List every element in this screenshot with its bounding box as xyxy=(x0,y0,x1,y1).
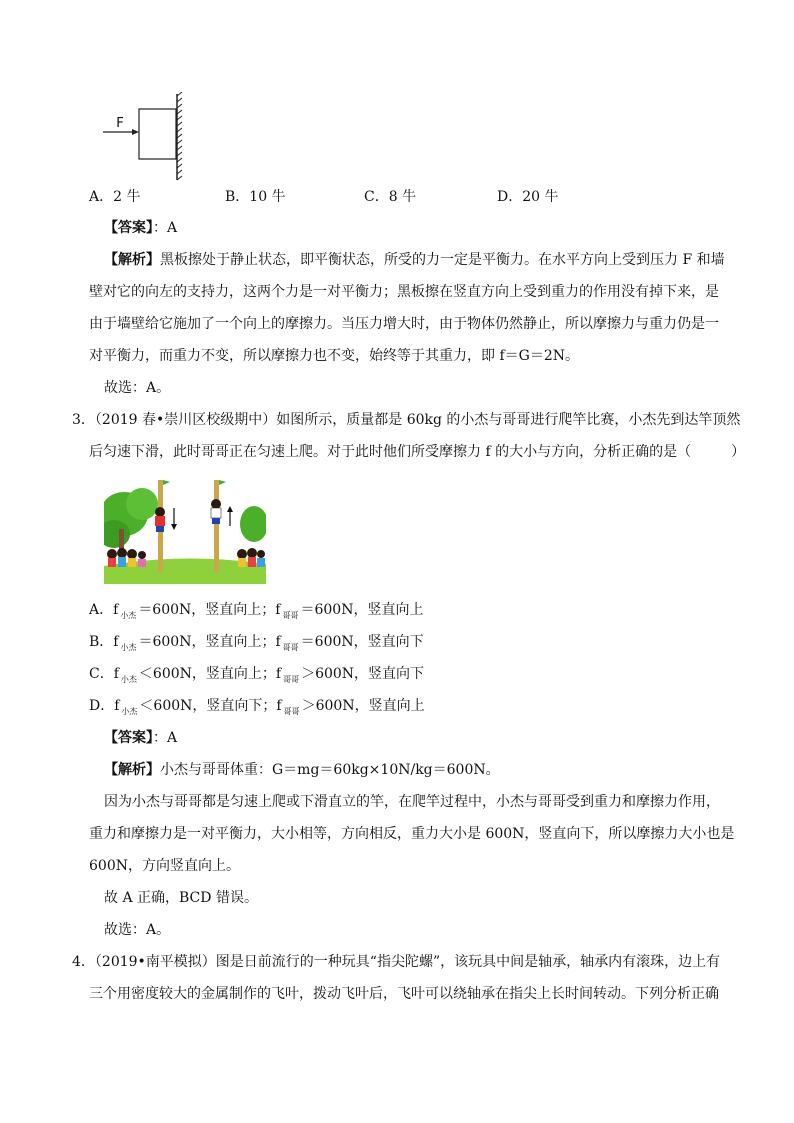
q2-option-c: C．8 牛 xyxy=(364,189,417,205)
q2-analysis-line: 壁对它的向左的支持力，这两个力是一对平衡力；黑板擦在竖直方向上受到重力的作用没有掉下来，是 xyxy=(89,284,719,300)
q3-stem-line: 后匀速下滑，此时哥哥正在匀速上爬。对于此时他们所受摩擦力 f 的大小与方向，分析正确的是（ ） xyxy=(89,444,746,460)
q3-answer: 【答案】：A xyxy=(104,730,178,746)
q3-option-d: D．f $_{小杰}$ ＜600N，竖直向下；f $_{哥哥}$ ＞600N，竖直向上 xyxy=(89,698,425,716)
q2-analysis-line: 【解析】黑板擦处于静止状态，即平衡状态，所受的力一定是平衡力。在水平方向上受到压力 F 和墙 xyxy=(104,252,725,268)
q3-analysis-line: 故 A 正确，BCD 错误。 xyxy=(104,890,258,906)
q3-stem-line: 3．（2019 春•崇川区校级期中）如图所示，质量都是 60kg 的小杰与哥哥进行爬竿比赛，小杰先到达竿顶然 xyxy=(72,412,741,428)
q2-analysis-line: 由于墙壁给它施加了一个向上的摩擦力。当压力增大时，由于物体仍然静止，所以摩擦力与重力仍是一 xyxy=(89,316,719,332)
q2-option-b: B．10 牛 xyxy=(225,189,286,205)
q3-choose: 故选：A。 xyxy=(104,922,171,938)
q3-analysis-line: 600N，方向竖直向上。 xyxy=(89,858,240,874)
q2-answer xyxy=(104,218,177,238)
pole-climbing-figure xyxy=(104,474,266,584)
answer-value: ：A xyxy=(153,220,178,236)
analysis-label: 【解析】 xyxy=(104,252,160,268)
q4-stem-line: 三个用密度较大的金属制作的飞叶，拨动飞叶后，飞叶可以绕轴承在指尖上长时间转动。下列分析正确 xyxy=(89,986,719,1002)
q3-analysis-line: 重力和摩擦力是一对平衡力，大小相等，方向相反，重力大小是 600N，竖直向下，所以摩擦力大小也是 xyxy=(89,826,735,842)
force-label: F xyxy=(116,116,124,131)
q3-analysis-line: 【解析】小杰与哥哥体重：G＝mg＝60kg×10N/kg＝600N。 xyxy=(104,762,500,778)
q3-analysis-line: 因为小杰与哥哥都是匀速上爬或下滑直立的竿，在爬竿过程中，小杰与哥哥受到重力和摩擦力作用， xyxy=(104,794,720,810)
q4-stem-line: 4．（2019•南平模拟）图是日前流行的一种玩具“指尖陀螺”，该玩具中间是轴承，轴承内有滚珠，边上有 xyxy=(72,954,721,970)
answer-label: 【答案】 xyxy=(104,220,153,236)
q3-option-c: C．f $_{小杰}$ ＜600N，竖直向上；f $_{哥哥}$ ＞600N，竖直向下 xyxy=(89,666,425,684)
q2-analysis-line: 对平衡力，而重力不变，所以摩擦力也不变，始终等于其重力，即 f＝G＝2N。 xyxy=(89,348,579,364)
q2-option-a: A．2 牛 xyxy=(89,189,141,205)
q2-choose: 故选：A。 xyxy=(104,380,171,396)
q3-option-b: B．f $_{小杰}$ ＝600N，竖直向上；f $_{哥哥}$ ＝600N，竖直向下 xyxy=(89,634,424,652)
block-wall-figure xyxy=(100,92,190,184)
q3-option-a: A．f $_{小杰}$ ＝600N，竖直向上；f $_{哥哥}$ ＝600N，竖直向上 xyxy=(89,602,424,620)
q2-option-d: D．20 牛 xyxy=(497,189,559,205)
